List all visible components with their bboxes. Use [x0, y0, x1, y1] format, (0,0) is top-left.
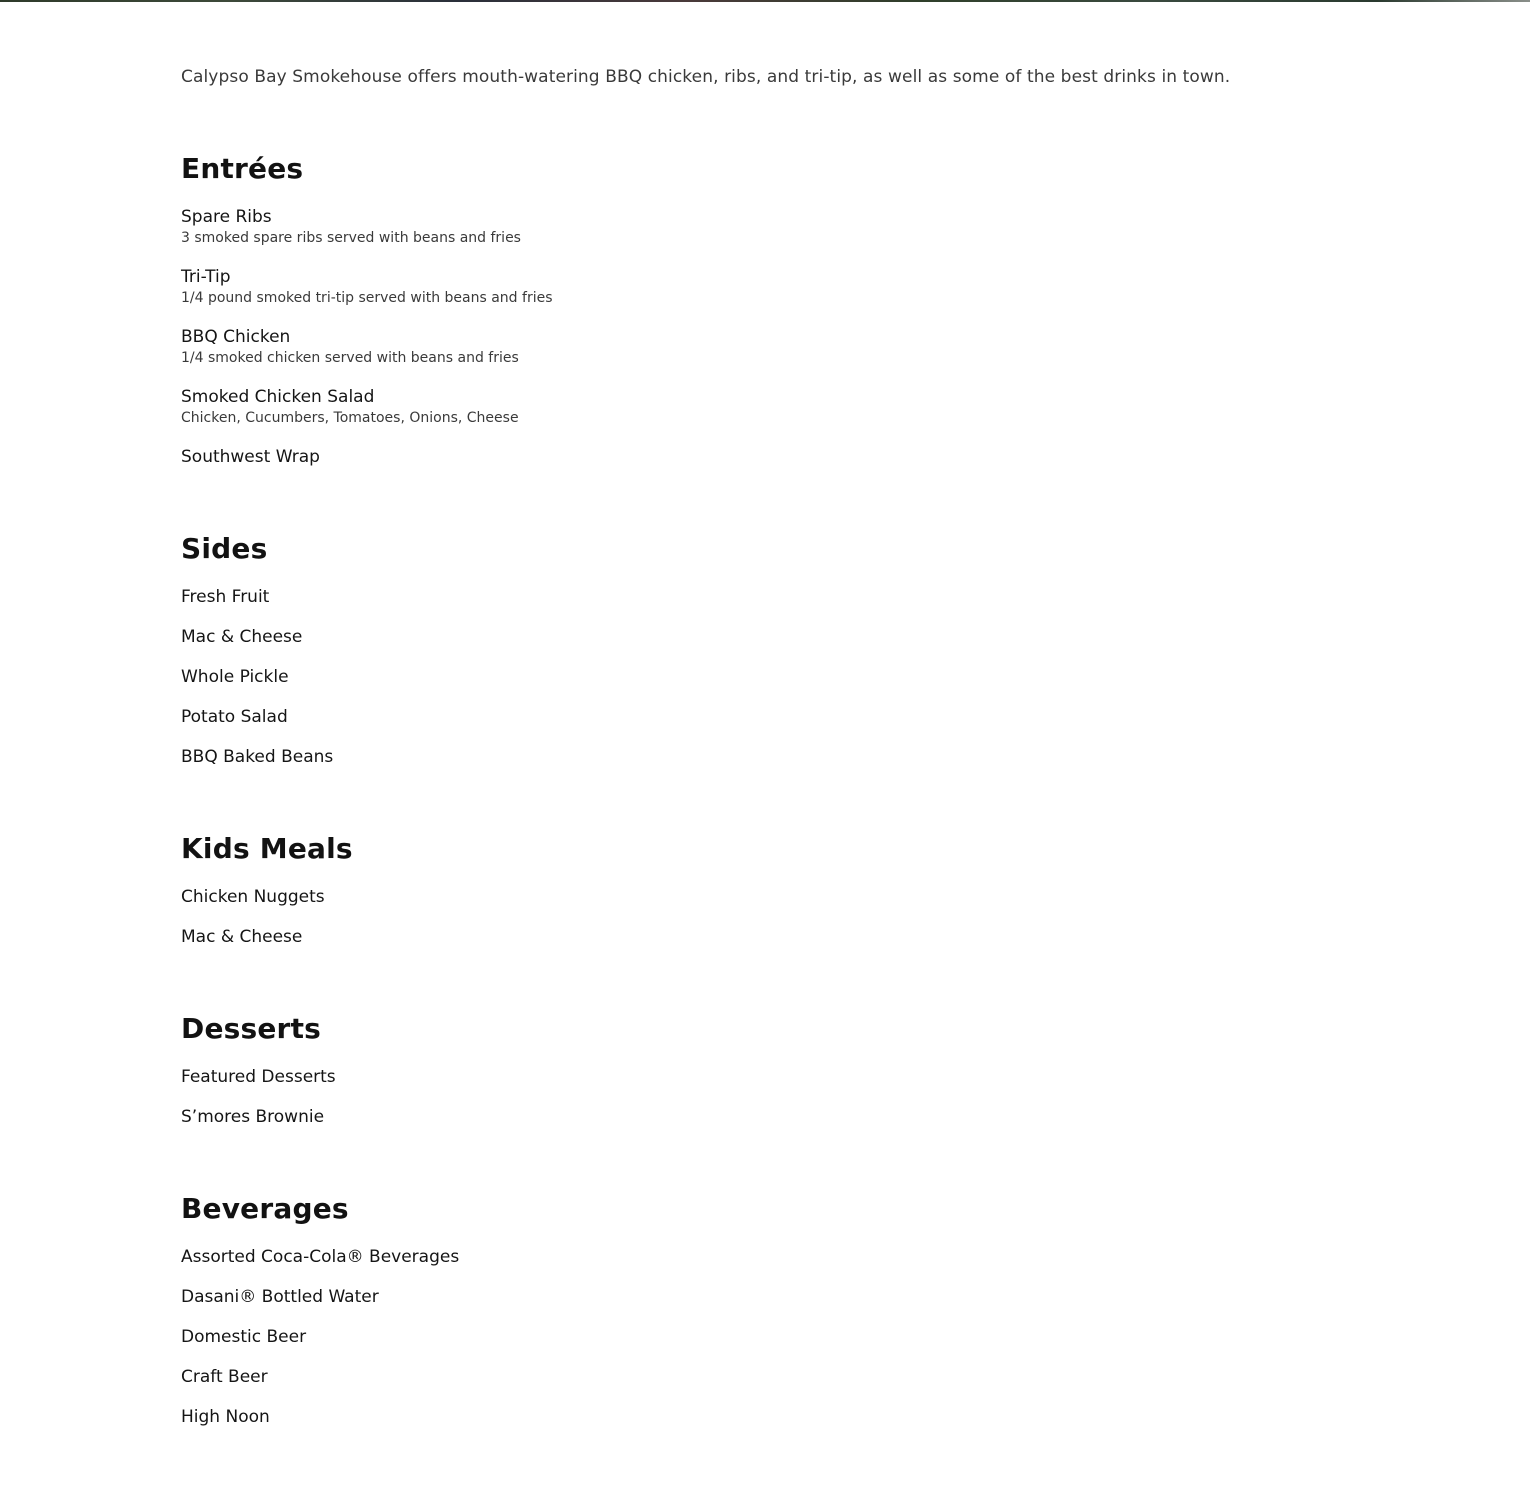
menu-item-name: Whole Pickle [181, 667, 289, 687]
menu-item [181, 586, 269, 608]
menu-item-name: Featured Desserts [181, 1067, 336, 1087]
menu-item-name: Domestic Beer [181, 1327, 307, 1347]
section-title: Kids Meals [181, 832, 353, 865]
menu-item [181, 1246, 459, 1268]
menu-item [181, 666, 289, 688]
menu-item-name: Smoked Chicken Salad [181, 387, 375, 407]
hero-image-strip [0, 0, 1530, 2]
menu-item-name: Fresh Fruit [181, 587, 270, 607]
menu-item-name: Southwest Wrap [181, 447, 320, 467]
menu-item [181, 886, 325, 908]
menu-item [181, 1066, 336, 1088]
section-title: Sides [181, 532, 268, 565]
menu-item [181, 266, 553, 308]
menu-item-name: BBQ Baked Beans [181, 747, 334, 767]
menu-item-name: Chicken Nuggets [181, 887, 325, 907]
menu-item-name: Mac & Cheese [181, 927, 303, 947]
section-title: Beverages [181, 1192, 349, 1225]
menu-item-description: Chicken, Cucumbers, Tomatoes, Onions, Cheese [181, 410, 519, 426]
menu-item [181, 326, 519, 368]
menu-item-description: 1/4 pound smoked tri-tip served with beans and fries [181, 290, 553, 306]
restaurant-intro: Calypso Bay Smokehouse offers mouth-watering BBQ chicken, ribs, and tri-tip, as well as some of the best drinks in town. [181, 67, 1231, 87]
menu-item [181, 926, 302, 948]
menu-section-entrees [181, 152, 553, 467]
section-title: Entrées [181, 152, 304, 185]
menu-item [181, 1106, 324, 1128]
section-title: Desserts [181, 1012, 322, 1045]
menu-item-name: High Noon [181, 1407, 270, 1427]
menu-section-sides [181, 532, 334, 767]
menu-section-kids-meals [181, 832, 353, 947]
menu-item [181, 1286, 379, 1308]
menu-section-desserts [181, 1012, 336, 1127]
menu-item-name: Potato Salad [181, 707, 288, 727]
menu-item-name: Mac & Cheese [181, 627, 303, 647]
menu-item [181, 746, 333, 768]
menu-item-name: S’mores Brownie [181, 1107, 325, 1127]
menu-item-name: Tri-Tip [181, 267, 231, 287]
menu-item [181, 446, 320, 468]
menu-item-name: Assorted Coca-Cola® Beverages [181, 1247, 460, 1267]
menu-item [181, 626, 302, 648]
menu-item-description: 1/4 smoked chicken served with beans and fries [181, 350, 519, 366]
menu-section-beverages [181, 1192, 460, 1427]
menu-item [181, 706, 288, 728]
menu-item [181, 1406, 270, 1428]
menu-item [181, 1366, 268, 1388]
menu-item [181, 1326, 306, 1348]
menu-item [181, 206, 521, 248]
menu-item-name: BBQ Chicken [181, 327, 291, 347]
menu-item-name: Spare Ribs [181, 207, 272, 227]
menu-item-name: Craft Beer [181, 1367, 268, 1387]
menu-item-description: 3 smoked spare ribs served with beans and fries [181, 230, 521, 246]
menu-item-name: Dasani® Bottled Water [181, 1287, 379, 1307]
menu-item [181, 386, 519, 428]
